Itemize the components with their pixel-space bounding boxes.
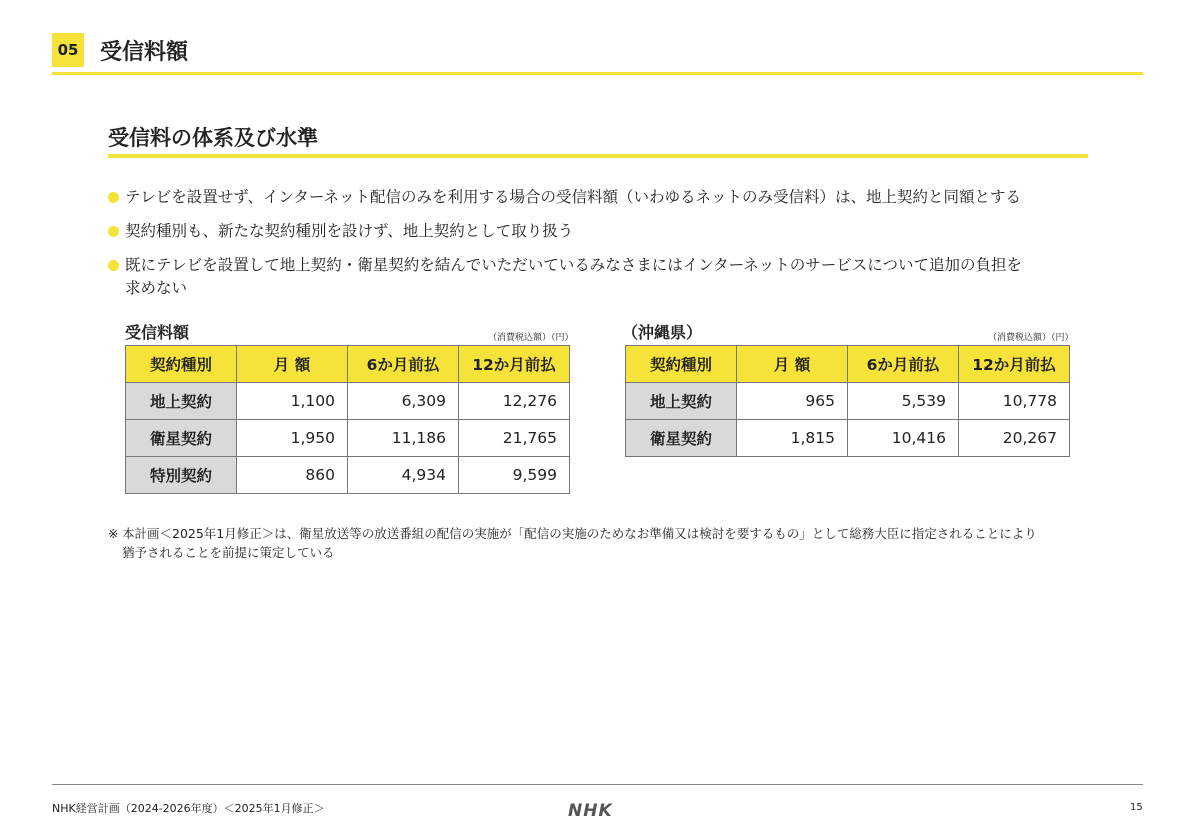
fee-cell: 860 bbox=[237, 457, 348, 494]
footnote-text: 本計画＜2025年1月修正＞は、衛星放送等の放送番組の配信の実施が「配信の実施のためなお準備又は検討を要するもの」として総務大臣に指定されることにより bbox=[122, 526, 1037, 541]
fee-cell: 10,778 bbox=[959, 383, 1070, 420]
footnote-text-continued: 猶予されることを前提に策定している bbox=[122, 545, 335, 560]
subheading-underline bbox=[108, 154, 1088, 158]
header-divider bbox=[52, 72, 1143, 75]
contract-type-cell: 衛星契約 bbox=[626, 420, 737, 457]
fee-cell: 6,309 bbox=[348, 383, 459, 420]
section-number-badge: 05 bbox=[52, 33, 84, 67]
footer-divider bbox=[52, 784, 1143, 785]
bullet-dot-icon bbox=[108, 260, 119, 271]
fee-cell: 5,539 bbox=[848, 383, 959, 420]
table-header-row bbox=[126, 346, 570, 383]
page-subheading: 受信料の体系及び水準 bbox=[108, 126, 318, 150]
bullet-text: テレビを設置せず、インターネット配信のみを利用する場合の受信料額（いわゆるネットのみ受信料）は、地上契約と同額とする bbox=[125, 188, 1022, 206]
fee-cell: 20,267 bbox=[959, 420, 1070, 457]
bullet-item bbox=[108, 220, 1098, 243]
footer-document-title: NHK経営計画（2024-2026年度）＜2025年1月修正＞ bbox=[52, 802, 325, 815]
column-header: 12か月前払 bbox=[459, 346, 570, 383]
table-row bbox=[126, 457, 570, 494]
contract-type-cell: 地上契約 bbox=[626, 383, 737, 420]
bullet-text: 既にテレビを設置して地上契約・衛星契約を結んでいただいているみなさまにはインターネットのサービスについて追加の負担を bbox=[125, 256, 1022, 274]
column-header: 6か月前払 bbox=[848, 346, 959, 383]
fee-cell: 1,950 bbox=[237, 420, 348, 457]
bullet-text: 契約種別も、新たな契約種別を設けず、地上契約として取り扱う bbox=[125, 222, 574, 240]
section-title: 受信料額 bbox=[100, 39, 189, 65]
fee-cell: 4,934 bbox=[348, 457, 459, 494]
page-number: 15 bbox=[1130, 802, 1143, 813]
bullet-list bbox=[108, 186, 1098, 311]
column-header: 6か月前払 bbox=[348, 346, 459, 383]
fee-table-title: 受信料額 bbox=[125, 323, 190, 342]
table-row bbox=[126, 420, 570, 457]
contract-type-cell: 衛星契約 bbox=[126, 420, 237, 457]
fee-cell: 9,599 bbox=[459, 457, 570, 494]
column-header: 月 額 bbox=[237, 346, 348, 383]
fee-table bbox=[125, 345, 570, 494]
fee-cell: 965 bbox=[737, 383, 848, 420]
table-row bbox=[626, 383, 1070, 420]
contract-type-cell: 特別契約 bbox=[126, 457, 237, 494]
bullet-item bbox=[108, 254, 1098, 300]
column-header: 契約種別 bbox=[126, 346, 237, 383]
column-header: 12か月前払 bbox=[959, 346, 1070, 383]
nhk-logo: NHK bbox=[568, 801, 613, 821]
footnote-mark: ※ bbox=[108, 526, 119, 541]
fee-cell: 11,186 bbox=[348, 420, 459, 457]
okinawa-table-title: （沖縄県） bbox=[622, 323, 703, 342]
footnote bbox=[108, 524, 1098, 562]
fee-cell: 21,765 bbox=[459, 420, 570, 457]
column-header: 月 額 bbox=[737, 346, 848, 383]
fee-cell: 1,815 bbox=[737, 420, 848, 457]
fee-cell: 1,100 bbox=[237, 383, 348, 420]
okinawa-fee-table bbox=[625, 345, 1070, 457]
column-header: 契約種別 bbox=[626, 346, 737, 383]
fee-cell: 10,416 bbox=[848, 420, 959, 457]
okinawa-table-unit: （消費税込額）（円） bbox=[988, 333, 1074, 343]
fee-cell: 12,276 bbox=[459, 383, 570, 420]
bullet-dot-icon bbox=[108, 226, 119, 237]
fee-table-unit: （消費税込額）（円） bbox=[488, 333, 574, 343]
table-row bbox=[626, 420, 1070, 457]
table-header-row bbox=[626, 346, 1070, 383]
table-row bbox=[126, 383, 570, 420]
section-header bbox=[52, 33, 188, 67]
bullet-text-continued: 求めない bbox=[125, 279, 188, 297]
contract-type-cell: 地上契約 bbox=[126, 383, 237, 420]
bullet-item bbox=[108, 186, 1098, 209]
bullet-dot-icon bbox=[108, 192, 119, 203]
